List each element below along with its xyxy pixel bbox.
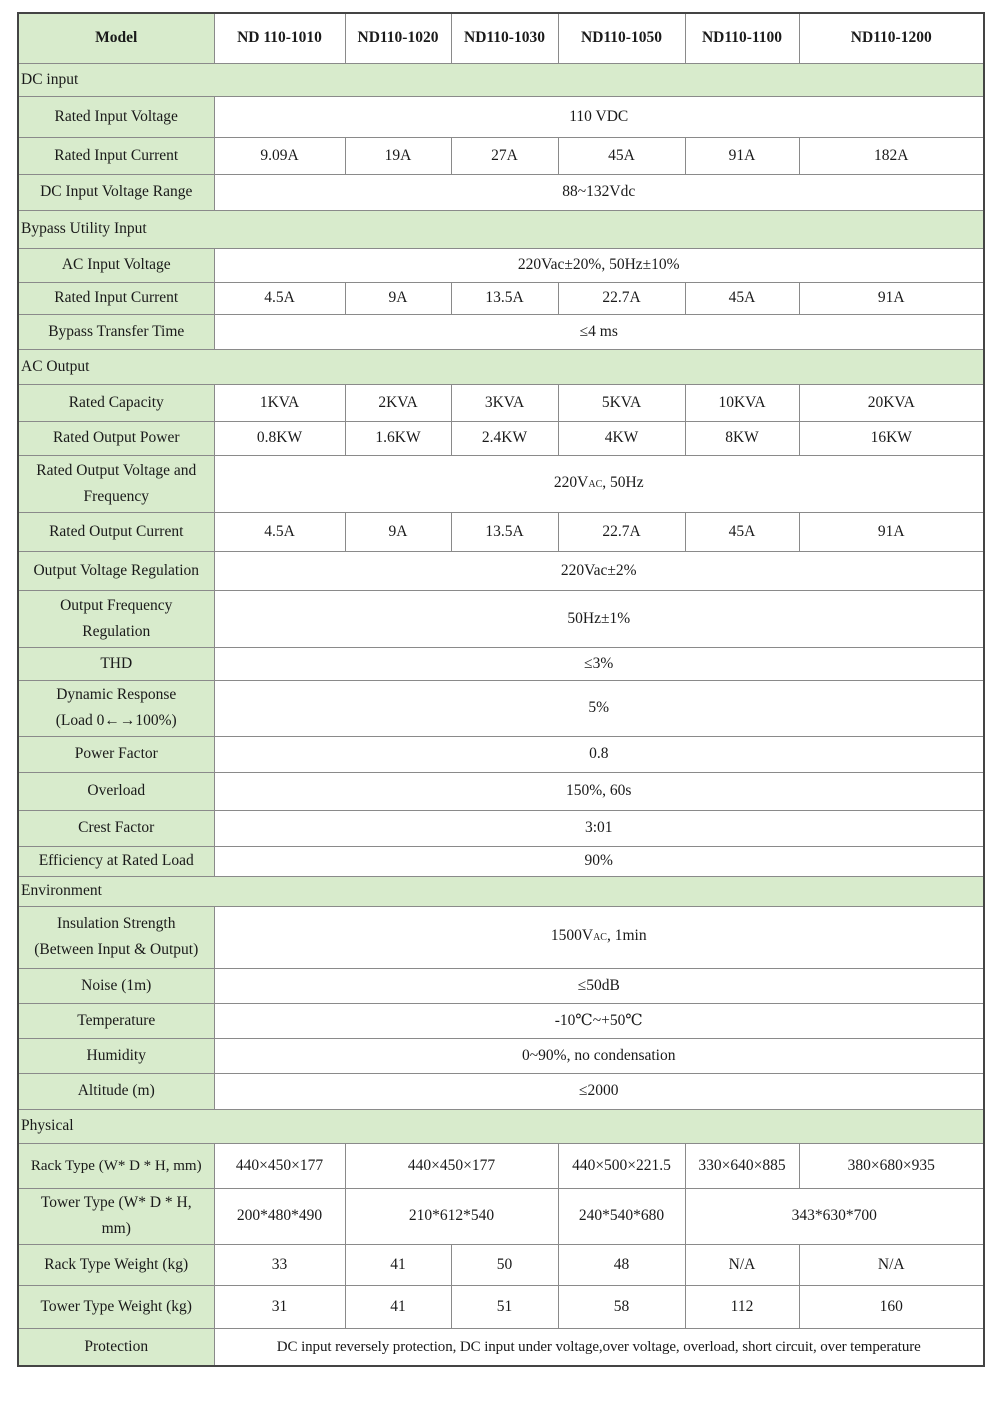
row-value: 210*612*540 <box>345 1188 558 1244</box>
row-label: Protection <box>18 1328 214 1366</box>
spec-row <box>18 968 984 1003</box>
spec-row <box>18 384 984 421</box>
spec-row <box>18 1143 984 1188</box>
row-value: 90% <box>214 846 984 876</box>
spec-row <box>18 282 984 314</box>
spec-row <box>18 174 984 210</box>
model-header: ND110-1050 <box>558 13 685 63</box>
spec-row <box>18 810 984 846</box>
row-label: Rack Type (W* D * H, mm) <box>18 1143 214 1188</box>
section-row-dc-input <box>18 63 984 96</box>
section-title: AC Output <box>18 349 984 384</box>
row-value: 343*630*700 <box>685 1188 984 1244</box>
row-value: 0~90%, no condensation <box>214 1038 984 1073</box>
row-label: Output Voltage Regulation <box>18 551 214 590</box>
row-value: 160 <box>799 1285 984 1328</box>
row-value: DC input reversely protection, DC input under voltage,over voltage, overload, short circuit, over temperature <box>214 1328 984 1366</box>
model-header: ND110-1030 <box>451 13 558 63</box>
row-value: 440×500×221.5 <box>558 1143 685 1188</box>
row-label-line: Output Frequency <box>60 596 173 614</box>
spec-row <box>18 96 984 137</box>
spec-row <box>18 906 984 968</box>
row-label <box>18 906 214 968</box>
spec-row <box>18 421 984 455</box>
row-value: 182A <box>799 137 984 174</box>
row-value: 50 <box>451 1244 558 1285</box>
row-label: Rated Input Current <box>18 137 214 174</box>
row-label: Tower Type Weight (kg) <box>18 1285 214 1328</box>
row-value: 8KW <box>685 421 799 455</box>
spec-row <box>18 647 984 680</box>
row-value: 88~132Vdc <box>214 174 984 210</box>
row-value: 5KVA <box>558 384 685 421</box>
row-value: 440×450×177 <box>345 1143 558 1188</box>
row-value: 4.5A <box>214 512 345 551</box>
row-value: 91A <box>799 282 984 314</box>
row-value: 91A <box>799 512 984 551</box>
row-value: 41 <box>345 1244 451 1285</box>
row-label <box>18 590 214 647</box>
row-label: Bypass Transfer Time <box>18 314 214 349</box>
row-label: Rated Output Power <box>18 421 214 455</box>
spec-row <box>18 1285 984 1328</box>
row-value: 1KVA <box>214 384 345 421</box>
row-value: 33 <box>214 1244 345 1285</box>
row-value: 240*540*680 <box>558 1188 685 1244</box>
spec-row <box>18 846 984 876</box>
row-label: Rated Capacity <box>18 384 214 421</box>
row-value: 19A <box>345 137 451 174</box>
row-label: Rated Output Current <box>18 512 214 551</box>
model-header: ND110-1200 <box>799 13 984 63</box>
value-text: 1500V <box>550 927 594 944</box>
row-value: 31 <box>214 1285 345 1328</box>
spec-row <box>18 1328 984 1366</box>
spec-row <box>18 1073 984 1109</box>
row-label-line: Frequency <box>83 487 149 505</box>
row-label: Crest Factor <box>18 810 214 846</box>
section-title: Environment <box>18 876 984 906</box>
row-value: 22.7A <box>558 512 685 551</box>
spec-row <box>18 314 984 349</box>
spec-row <box>18 1038 984 1073</box>
spec-row <box>18 772 984 810</box>
row-value: 2KVA <box>345 384 451 421</box>
row-label: Noise (1m) <box>18 968 214 1003</box>
value-text: , 1min <box>606 927 647 944</box>
row-label: Rack Type Weight (kg) <box>18 1244 214 1285</box>
row-label-line: (Load 0←→100%) <box>55 712 177 729</box>
spec-row <box>18 680 984 736</box>
spec-row <box>18 1244 984 1285</box>
value-subscript: AC <box>593 932 607 943</box>
spec-row <box>18 1188 984 1244</box>
row-value: N/A <box>685 1244 799 1285</box>
row-label: DC Input Voltage Range <box>18 174 214 210</box>
row-value: ≤50dB <box>214 968 984 1003</box>
row-value: 10KVA <box>685 384 799 421</box>
row-value: 20KVA <box>799 384 984 421</box>
row-value: 0.8KW <box>214 421 345 455</box>
row-value: 27A <box>451 137 558 174</box>
row-label: Rated Input Voltage <box>18 96 214 137</box>
row-label: Efficiency at Rated Load <box>18 846 214 876</box>
section-title: Physical <box>18 1109 984 1143</box>
section-row-environment <box>18 876 984 906</box>
row-value: 440×450×177 <box>214 1143 345 1188</box>
row-value: 45A <box>685 512 799 551</box>
row-value: 45A <box>558 137 685 174</box>
spec-table <box>17 12 985 1367</box>
spec-row <box>18 590 984 647</box>
row-value: ≤2000 <box>214 1073 984 1109</box>
row-label: Humidity <box>18 1038 214 1073</box>
row-value: 58 <box>558 1285 685 1328</box>
row-label: Altitude (m) <box>18 1073 214 1109</box>
value-subscript: AC <box>588 478 603 490</box>
row-label-line: Rated Output Voltage and <box>36 461 197 479</box>
model-header: ND 110-1010 <box>214 13 345 63</box>
model-header: ND110-1020 <box>345 13 451 63</box>
header-row <box>18 13 984 63</box>
row-label-line: Dynamic Response <box>56 686 177 703</box>
row-value: 220Vac±20%, 50Hz±10% <box>214 248 984 282</box>
row-value: 45A <box>685 282 799 314</box>
row-value: 150%, 60s <box>214 772 984 810</box>
row-value: N/A <box>799 1244 984 1285</box>
row-value: 220Vac±2% <box>214 551 984 590</box>
row-label-line: Regulation <box>82 622 151 640</box>
row-label <box>18 680 214 736</box>
row-label: AC Input Voltage <box>18 248 214 282</box>
row-label <box>18 455 214 512</box>
row-value: 0.8 <box>214 736 984 772</box>
value-text: 220V <box>553 473 589 491</box>
row-value: 22.7A <box>558 282 685 314</box>
section-title: Bypass Utility Input <box>18 210 984 248</box>
row-label: Power Factor <box>18 736 214 772</box>
row-value <box>214 906 984 968</box>
section-row-physical <box>18 1109 984 1143</box>
row-value: 4KW <box>558 421 685 455</box>
row-value: 48 <box>558 1244 685 1285</box>
section-row-ac-output <box>18 349 984 384</box>
row-value: 9A <box>345 282 451 314</box>
model-header-label: Model <box>18 13 214 63</box>
row-value: 2.4KW <box>451 421 558 455</box>
spec-row <box>18 551 984 590</box>
row-value: 3KVA <box>451 384 558 421</box>
row-label: THD <box>18 647 214 680</box>
row-value: 3:01 <box>214 810 984 846</box>
row-value: 41 <box>345 1285 451 1328</box>
row-value: 13.5A <box>451 282 558 314</box>
row-value: 200*480*490 <box>214 1188 345 1244</box>
row-value: 5% <box>214 680 984 736</box>
row-label: Overload <box>18 772 214 810</box>
row-value: 91A <box>685 137 799 174</box>
row-value: 51 <box>451 1285 558 1328</box>
row-value: 13.5A <box>451 512 558 551</box>
row-label-line: (Between Input & Output) <box>34 941 199 958</box>
spec-row <box>18 455 984 512</box>
row-value: 4.5A <box>214 282 345 314</box>
row-label-line: Tower Type (W* D * H, <box>40 1194 192 1211</box>
section-row-bypass <box>18 210 984 248</box>
row-value: 9.09A <box>214 137 345 174</box>
spec-row <box>18 137 984 174</box>
row-value: ≤4 ms <box>214 314 984 349</box>
row-value: 9A <box>345 512 451 551</box>
row-value: -10℃~+50℃ <box>214 1003 984 1038</box>
value-text: , 50Hz <box>602 473 644 491</box>
row-value: 1.6KW <box>345 421 451 455</box>
row-value: 112 <box>685 1285 799 1328</box>
row-label: Temperature <box>18 1003 214 1038</box>
spec-row <box>18 248 984 282</box>
spec-row <box>18 736 984 772</box>
row-label <box>18 1188 214 1244</box>
section-title: DC input <box>18 63 984 96</box>
row-value: 380×680×935 <box>799 1143 984 1188</box>
row-label-line: mm) <box>101 1220 131 1237</box>
row-value: 110 VDC <box>214 96 984 137</box>
spec-row <box>18 1003 984 1038</box>
row-label: Rated Input Current <box>18 282 214 314</box>
row-value <box>214 455 984 512</box>
row-value: 50Hz±1% <box>214 590 984 647</box>
row-value: 16KW <box>799 421 984 455</box>
row-value: 330×640×885 <box>685 1143 799 1188</box>
spec-row <box>18 512 984 551</box>
row-value: ≤3% <box>214 647 984 680</box>
model-header: ND110-1100 <box>685 13 799 63</box>
row-label-line: Insulation Strength <box>57 915 176 932</box>
